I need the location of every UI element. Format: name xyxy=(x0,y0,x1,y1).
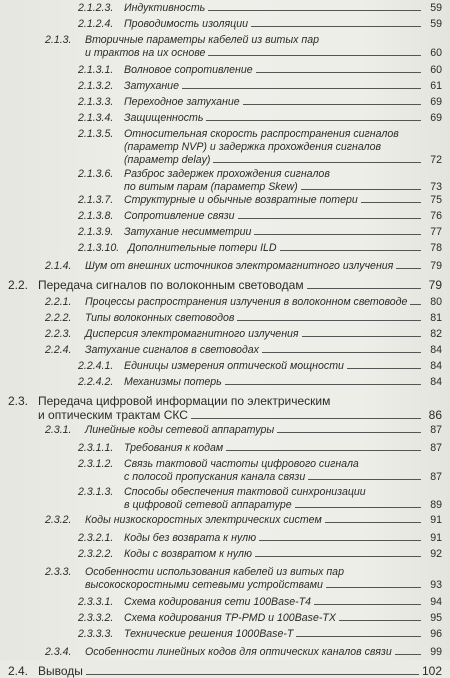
toc-entry-number: 2.1.3.10. xyxy=(78,242,120,254)
toc-entry-number: 2.3.1.3. xyxy=(78,486,114,498)
toc-entry-title-line: (параметр delay) xyxy=(124,154,211,166)
toc-entry-number: 2.3.1. xyxy=(45,424,72,436)
toc-leader-line xyxy=(259,540,421,541)
toc-entry-number: 2.3.2.2. xyxy=(78,548,114,560)
toc-entry-number: 2.3.3.1. xyxy=(78,596,114,608)
toc-entry-title-line: Переходное затухание xyxy=(124,96,240,108)
toc-entry-number: 2.1.3.5. xyxy=(78,128,114,140)
toc-page-number: 82 xyxy=(430,328,442,340)
toc-leader-line xyxy=(395,654,421,655)
toc-entry-number: 2.1.4. xyxy=(45,260,72,272)
toc-entry xyxy=(78,596,442,609)
toc-entry xyxy=(78,168,442,194)
toc-entry xyxy=(45,566,442,592)
toc-entry-number: 2.3.1.2. xyxy=(78,458,114,470)
toc-entry-number: 2.1.3.7. xyxy=(78,194,114,206)
toc-page-number: 75 xyxy=(430,194,442,206)
toc-entry-title-line: Проводимость изоляции xyxy=(124,18,249,30)
toc-leader-line xyxy=(339,620,421,621)
toc-entry-number: 2.1.3.4. xyxy=(78,112,114,124)
toc-entry-number: 2.2.1. xyxy=(45,296,72,308)
toc-entry xyxy=(78,458,442,484)
toc-entry-number: 2.2.3. xyxy=(45,328,72,340)
toc-entry-title-line: по витым парам (параметр Skew) xyxy=(124,181,298,193)
toc-entry-title-line: Разброс задержек прохождения сигналов xyxy=(124,168,330,180)
toc-page-number: 72 xyxy=(430,154,442,166)
toc-page-number: 77 xyxy=(430,226,442,238)
toc-leader-line xyxy=(237,320,421,321)
toc-page-number: 93 xyxy=(430,579,442,591)
toc-entry xyxy=(78,194,442,207)
toc-entry xyxy=(78,80,442,93)
toc-page-number: 94 xyxy=(430,596,442,608)
toc-entry-title-line: Единицы измерения оптической мощности xyxy=(124,360,344,372)
toc-page-number: 76 xyxy=(430,210,442,222)
toc-page-number: 78 xyxy=(430,242,442,254)
toc-entry-title-line: Выводы xyxy=(38,664,83,678)
toc-entry xyxy=(78,376,442,389)
toc-entry xyxy=(78,486,442,512)
toc-entry xyxy=(78,112,442,125)
toc-leader-line xyxy=(410,304,421,305)
toc-page-number: 73 xyxy=(430,181,442,193)
toc-leader-line xyxy=(262,352,421,353)
toc-leader-line xyxy=(182,88,421,89)
toc-page-number: 60 xyxy=(430,64,442,76)
toc-page-number: 61 xyxy=(430,80,442,92)
toc-entry-title-line: Дополнительные потери ILD xyxy=(128,242,277,254)
toc-entry xyxy=(8,394,442,422)
toc-leader-line xyxy=(277,432,421,433)
toc-leader-line xyxy=(314,604,421,605)
toc-entry-title-line: Затухание сигналов в световодах xyxy=(85,344,259,356)
toc-page-number: 96 xyxy=(430,628,442,640)
toc-entry-title-line: Передача цифровой информации по электрическим xyxy=(38,394,331,408)
toc-leader-line xyxy=(206,120,421,121)
toc-page-number: 79 xyxy=(430,260,442,272)
toc-leader-line xyxy=(213,162,421,163)
toc-entry xyxy=(8,278,442,292)
toc-entry xyxy=(45,296,442,309)
toc-entry xyxy=(78,442,442,455)
toc-page-number: 89 xyxy=(430,499,442,511)
toc-entry xyxy=(78,628,442,641)
toc-entry xyxy=(78,532,442,545)
toc-entry xyxy=(78,2,442,15)
toc-leader-line xyxy=(208,10,421,11)
toc-entry xyxy=(78,226,442,239)
toc-entry-number: 2.3.3. xyxy=(45,566,72,578)
toc-leader-line xyxy=(361,202,421,203)
toc-entry xyxy=(78,128,442,167)
toc-entry-title-line: Затухание xyxy=(124,80,179,92)
toc-leader-line xyxy=(254,234,421,235)
toc-page-number: 59 xyxy=(430,2,442,14)
toc-leader-line xyxy=(347,368,421,369)
toc-page-number: 99 xyxy=(430,646,442,658)
toc-entry-title-line: и трактов на их основе xyxy=(85,47,206,59)
toc-entry-number: 2.1.3.9. xyxy=(78,226,114,238)
toc-entry-number: 2.3.4. xyxy=(45,646,72,658)
toc-entry xyxy=(45,312,442,325)
toc-entry-title-line: Затухание несимметрии xyxy=(124,226,252,238)
toc-entry xyxy=(78,96,442,109)
toc-leader-line xyxy=(208,55,421,56)
toc-page-number: 87 xyxy=(430,442,442,454)
toc-leader-line xyxy=(307,288,421,289)
toc-entry-number: 2.3. xyxy=(8,394,29,408)
toc-entry-number: 2.1.3. xyxy=(45,34,72,46)
toc-entry-number: 2.3.2. xyxy=(45,514,72,526)
toc-entry-title-line: Особенности использования кабелей из витых пар xyxy=(85,566,344,578)
toc-page-number: 60 xyxy=(430,47,442,59)
toc-leader-line xyxy=(325,522,421,523)
toc-entry-title-line: (параметр NVP) и задержка прохождения сигналов xyxy=(124,141,382,153)
toc-entry-title-line: Особенности линейных кодов для оптических каналов связи xyxy=(85,646,392,658)
toc-leader-line xyxy=(396,268,421,269)
toc-entry-number: 2.1.3.3. xyxy=(78,96,114,108)
toc-entry-title-line: с полосой пропускания канала связи xyxy=(124,471,306,483)
toc-entry-title-line: Шум от внешних источников электромагнитного излучения xyxy=(85,260,394,272)
toc-entry-number: 2.1.3.8. xyxy=(78,210,114,222)
toc-leader-line xyxy=(243,104,421,105)
toc-page-number: 79 xyxy=(428,278,442,292)
toc-entry-title-line: высокоскоростными сетевыми устройствами xyxy=(85,579,323,591)
toc-entry-title-line: Связь тактовой частоты цифрового сигнала xyxy=(124,458,359,470)
toc-entry-title-line: Механизмы потерь xyxy=(124,376,222,388)
toc-entry-title-line: Дисперсия электромагнитного излучения xyxy=(85,328,299,340)
toc-page-number: 91 xyxy=(430,532,442,544)
toc-entry-title-line: Коды с возвратом к нулю xyxy=(124,548,252,560)
toc-entry-number: 2.3.3.3. xyxy=(78,628,114,640)
toc-leader-line xyxy=(255,556,421,557)
toc-entry xyxy=(45,260,442,273)
toc-page-number: 80 xyxy=(430,296,442,308)
toc-entry-title-line: в цифровой сетевой аппаратуре xyxy=(124,499,292,511)
toc-page-number: 59 xyxy=(430,18,442,30)
toc-entry-number: 2.3.1.1. xyxy=(78,442,114,454)
toc-entry xyxy=(45,424,442,437)
toc-page-number: 81 xyxy=(430,312,442,324)
toc-leader-line xyxy=(326,587,421,588)
toc-leader-line xyxy=(296,636,421,637)
toc-entry xyxy=(78,612,442,625)
toc-entry-title-line: Структурные и обычные возвратные потери xyxy=(124,194,358,206)
toc-leader-line xyxy=(302,336,421,337)
toc-leader-line xyxy=(295,507,421,508)
toc-entry-title-line: Индуктивность xyxy=(124,2,206,14)
toc-entry xyxy=(78,548,442,561)
toc-entry xyxy=(78,18,442,31)
toc-entry-title-line: Волновое сопротивление xyxy=(124,64,253,76)
toc-page-number: 84 xyxy=(430,360,442,372)
toc-entry-number: 2.3.2.1. xyxy=(78,532,114,544)
toc-entry-title-line: Относительная скорость распространения сигналов xyxy=(124,128,399,140)
toc-entry xyxy=(45,328,442,341)
toc-page-number: 91 xyxy=(430,514,442,526)
toc-entry-title-line: Способы обеспечения тактовой синхронизации xyxy=(124,486,366,498)
toc-page-number: 92 xyxy=(430,548,442,560)
toc-entry-title-line: Коды без возврата к нулю xyxy=(124,532,257,544)
toc-page-number: 84 xyxy=(430,344,442,356)
toc-entry-title-line: Защищенность xyxy=(124,112,204,124)
toc-entry-number: 2.2.4. xyxy=(45,344,72,356)
toc-entry-title-line: Схема кодирования TP-PMD и 100Base-TX xyxy=(124,612,336,624)
toc-entry xyxy=(78,242,442,255)
toc-leader-line xyxy=(225,384,421,385)
toc-entry-number: 2.3.3.2. xyxy=(78,612,114,624)
toc-entry xyxy=(45,514,442,527)
toc-page-number: 84 xyxy=(430,376,442,388)
toc-entry-number: 2.2.2. xyxy=(45,312,72,324)
toc-leader-line xyxy=(301,189,421,190)
toc-entry-number: 2.1.3.2. xyxy=(78,80,114,92)
toc-entry-number: 2.1.3.6. xyxy=(78,168,114,180)
toc-entry-title-line: Типы волоконных световодов xyxy=(85,312,235,324)
toc-page-number: 87 xyxy=(430,471,442,483)
toc-entry-title-line: и оптическим трактам СКС xyxy=(38,408,188,422)
toc-page-number: 69 xyxy=(430,112,442,124)
toc-leader-line xyxy=(280,250,421,251)
toc-entry xyxy=(45,34,442,60)
toc-entry xyxy=(78,64,442,77)
toc-entry-title-line: Вторичные параметры кабелей из витых пар xyxy=(85,34,320,46)
toc-leader-line xyxy=(86,674,419,675)
toc-entry-number: 2.1.2.3. xyxy=(78,2,114,14)
toc-entry-title-line: Передача сигналов по волоконным световодам xyxy=(38,278,304,292)
toc-page-number: 69 xyxy=(430,96,442,108)
toc-leader-line xyxy=(226,450,421,451)
toc-entry xyxy=(45,344,442,357)
toc-entry xyxy=(78,210,442,223)
toc-page-number: 86 xyxy=(428,408,442,422)
toc-page-number: 87 xyxy=(430,424,442,436)
toc-entry-title-line: Процессы распространения излучения в волоконном световоде xyxy=(85,296,408,308)
toc-leader-line xyxy=(251,26,421,27)
toc-leader-line xyxy=(238,218,421,219)
toc-entry-number: 2.1.2.4. xyxy=(78,18,114,30)
toc-entry xyxy=(8,664,442,678)
toc-entry-title-line: Сопротивление связи xyxy=(124,210,235,222)
toc-page-number: 95 xyxy=(430,612,442,624)
toc-entry-number: 2.2. xyxy=(8,278,29,292)
toc-entry xyxy=(45,646,442,659)
toc-entry-title-line: Линейные коды сетевой аппаратуры xyxy=(85,424,275,436)
toc-page-number: 102 xyxy=(421,664,442,678)
toc-entry-number: 2.2.4.1. xyxy=(78,360,114,372)
toc-entry-number: 2.1.3.1. xyxy=(78,64,114,76)
toc-entry-number: 2.4. xyxy=(8,664,29,678)
toc-leader-line xyxy=(308,479,421,480)
toc-entry-number: 2.2.4.2. xyxy=(78,376,114,388)
toc-entry xyxy=(78,360,442,373)
toc-entry-title-line: Коды низкоскоростных электрических систем xyxy=(85,514,322,526)
toc-leader-line xyxy=(191,418,421,419)
toc-entry-title-line: Схема кодирования сети 100Base-T4 xyxy=(124,596,312,608)
toc-entry-title-line: Требования к кодам xyxy=(124,442,224,454)
toc-entry-title-line: Технические решения 1000Base-T xyxy=(124,628,294,640)
toc-leader-line xyxy=(256,72,421,73)
